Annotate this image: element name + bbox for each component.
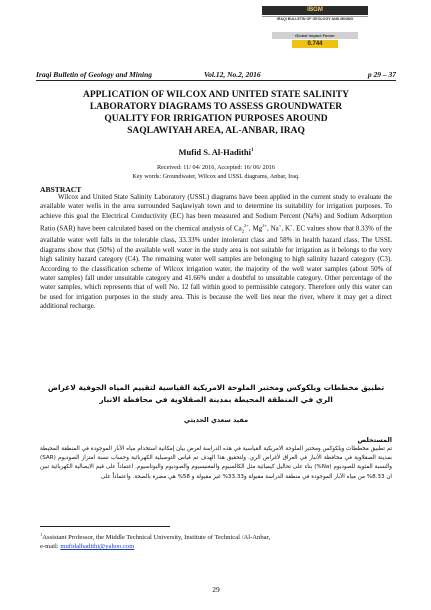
abstract-body [40, 193, 392, 312]
page-number: 29 [212, 585, 220, 594]
abstract-heading: ABSTRACT [40, 185, 82, 194]
arabic-author: مفيد سعدي الحديثي [183, 416, 249, 424]
logo-journal-name: IRAQI BULLETIN OF GEOLOGY AND MINING [276, 17, 354, 21]
keywords: Key words: Groundwater, Wilcox and USSL diagrams, Anbar, Iraq. [132, 172, 300, 180]
abstract-sup: + [290, 223, 293, 229]
journal-name: Iraqi Bulletin of Geology and Mining [36, 70, 153, 79]
article-dates [36, 164, 396, 181]
logo-impact-value: 0.744 [292, 40, 338, 48]
email-link[interactable]: mufidalhadithi@yahoo.com [60, 543, 135, 551]
author-name: Mufid S. Al-Hadithi [178, 147, 251, 157]
arabic-title [40, 382, 392, 406]
abstract-text: Wilcox and United State Salinity Laboratory (USSL) diagrams have been applied in the current study to evaluate the available water wells in the area surrounded Saqlawiyah town and to determine its suitability for irrigation purposes. To achieve this goal the Electrical Conductivity (EC) has been measured and Sodium Percent (Na%) and Sodium Adsorption Ratio (SAR) have been calculated based on the chemical analysis of Ca [40, 193, 392, 233]
journal-logo [262, 6, 368, 48]
arabic-title-line: الري في المنطقة المحيطة بمدينة الصقلاوية في محافظة الانبار [99, 395, 333, 404]
abstract-sub: 2 [241, 228, 245, 234]
footnote [40, 530, 392, 551]
arabic-title-line: تطبيق مخططات ويلكوكس ومختبر الملوحة الامريكية القياسية لتقييم المياه الجوفية لاغراض [47, 383, 385, 392]
arabic-abstract-heading: المستخلص [357, 436, 392, 444]
footnote-text: Assistant Professor, the Middle Technical University, Institute of Technical /Al-Anbar, [42, 534, 271, 542]
abstract-sup: 2+ [262, 223, 267, 229]
abstract-sup: + [278, 223, 282, 229]
logo-impact-label: Global Impact Factor [272, 32, 358, 39]
author-line [36, 147, 396, 157]
footnote-rule [40, 526, 170, 527]
abstract-sup: 2+ [244, 223, 249, 229]
paper-title [50, 89, 382, 137]
volume-info: Vol.12, No.2, 2016 [204, 70, 261, 79]
arabic-abstract-body: تم تطبيق مخططات ويلكوكس ومختبر الملوحة الامريكية القياسية في هذه الدراسة لغرض بيان إمكانية استخدام مياه الآبار الموجودة في المنطقة المحيطة بمدينة الصقلاوية في محافظة الأنبار في العراق لأغراض الري. ولتحقيق هذا الهدف تم قياس التوصيلية الكهربائية وحساب نسبة امتزاز الصوديوم (SAR) والنسبة المئوية للصوديوم (Na%) بناء على تحاليل كيميائية مثل الكالسيوم والمغنيسيوم والصوديوم والبوتاسيوم. اعتماداً على قيم الايصالية الكهربائية تبين ان 8.33% من مياه الآبار الموجودة في منطقة الدراسة مقبولة و33.33% غير مقبولة و 58% هي مضرة بالصحة. واعتماداً على [40, 446, 392, 480]
abstract-text: , Na [266, 224, 279, 233]
footnote-mark: 1 [40, 532, 43, 537]
logo-name: IBGM [307, 7, 323, 13]
email-label: e-mail: [40, 543, 61, 551]
abstract-text: . EC values show that 8.33% of the available water well falls in the tolerable class, 33.33% under intolerant class and 58% in health hazard class. The USSL diagrams show that (50%) of the available well water in the study area is not suitable for irrigation as it belongs to the very high salinity hazard category (C4). The remaining water well samples are belonging to high salinity hazard category (C3). According to the classification scheme of Wilcox irrigation water, the majority of the well water samples (about 50% of water samples) fall under unsuitable category and 41.66% under a doubtful to unsuitable category. Other percentage of the water samples, which represents that of well No. 12 fall within good to permissible category. Therefore only this water can be used for irrigation purposes in the study area. This is because the well lies near the river, where it may get a direct additional recharge. [40, 224, 392, 311]
title-line: SAQLAWIYAH AREA, AL-ANBAR, IRAQ [127, 126, 305, 136]
abstract-text: , K [281, 224, 291, 233]
abstract-text: , Mg [248, 224, 263, 233]
title-line: LABORATORY DIAGRAMS TO ASSESS GROUNDWATER [89, 102, 343, 112]
title-line: APPLICATION OF WILCOX AND UNITED STATE SALINITY [82, 90, 350, 100]
header-rule [36, 80, 396, 81]
author-footnote-mark: 1 [251, 148, 254, 154]
title-line: QUALITY FOR IRRIGATION PURPOSES AROUND [104, 114, 328, 124]
page-range: p 29 – 37 [367, 70, 396, 79]
received-accepted: Received: 11/ 04/ 2016, Accepted: 16/ 06/ 2016 [157, 164, 275, 171]
